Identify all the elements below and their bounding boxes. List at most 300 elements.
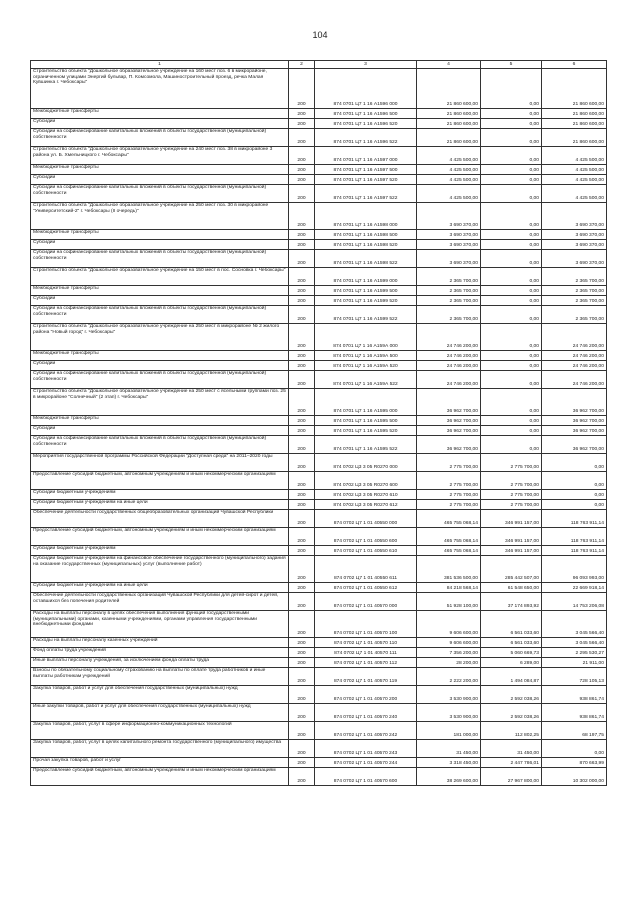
table-row <box>31 668 607 686</box>
item-name: Субсидии бюджетным учреждениям <box>31 546 289 556</box>
table-row <box>31 175 607 185</box>
item-name: Субсидии бюджетным учреждениям <box>31 490 289 500</box>
classification-code: 874 0702 Ц7 1 01 40550 000 <box>315 510 417 528</box>
row-code: 200 <box>289 611 315 638</box>
classification-code: 874 0701 Ц7 1 16 А1598 520 <box>315 240 417 250</box>
classification-code: 874 0702 Ц7 1 01 40570 240 <box>315 704 417 722</box>
row-code: 200 <box>289 69 315 109</box>
classification-code: 874 0702 Ц7 1 01 40570 110 <box>315 638 417 648</box>
classification-code: 874 0701 Ц7 1 16 А1595 000 <box>315 389 417 416</box>
table-row <box>31 69 607 109</box>
amount-total: 181 000,00 <box>417 722 481 740</box>
amount-column-5: 0,00 <box>481 129 542 147</box>
row-code: 200 <box>289 389 315 416</box>
classification-code: 874 0701 Ц7 1 16 А1599 520 <box>315 296 417 306</box>
amount-column-6: 21 860 600,00 <box>542 129 607 147</box>
amount-column-6: 24 746 200,00 <box>542 361 607 371</box>
row-code: 200 <box>289 740 315 758</box>
amount-column-5: 6 561 033,60 <box>481 611 542 638</box>
classification-code: 874 0702 Ц7 1 01 40550 611 <box>315 556 417 583</box>
row-code: 200 <box>289 129 315 147</box>
item-name: Строительство объекта "Дошкольное образовательное учреждение на 250 мест с ясельными группами поз. 25 в микрорайоне "Солнечный" (2 этап) г. Чебоксары" <box>31 389 289 416</box>
amount-column-5: 2 775 700,00 <box>481 472 542 490</box>
classification-code: 874 0701 Ц7 1 16 А1596 522 <box>315 129 417 147</box>
item-name: Обеспечение деятельности государственных общеобразовательных организаций Чувашской Республики <box>31 510 289 528</box>
item-name: Субсидии на софинансирование капитальных вложений в объекты государственной (муниципальной) собственности <box>31 436 289 454</box>
amount-column-6: 0,00 <box>542 472 607 490</box>
item-name: Строительство объекта "Дошкольное образовательное учреждение на 250 мест поз. 30 в микрорайоне "Университетский-2" г. Чебоксары (II очередь)" <box>31 203 289 230</box>
row-code: 200 <box>289 296 315 306</box>
amount-column-5: 0,00 <box>481 416 542 426</box>
row-code: 200 <box>289 472 315 490</box>
classification-code: 874 0702 Ц7 1 01 40570 100 <box>315 611 417 638</box>
amount-total: 4 425 500,00 <box>417 165 481 175</box>
table-row <box>31 611 607 638</box>
budget-table <box>30 60 607 786</box>
amount-total: 465 755 068,14 <box>417 546 481 556</box>
classification-code: 874 0702 Ц7 1 01 40570 243 <box>315 740 417 758</box>
amount-total: 2 775 700,00 <box>417 500 481 510</box>
amount-total: 24 746 200,00 <box>417 361 481 371</box>
amount-column-5: 2 775 700,00 <box>481 500 542 510</box>
amount-column-5: 37 174 893,92 <box>481 593 542 611</box>
table-row <box>31 658 607 668</box>
item-name: Межбюджетные трансферты <box>31 416 289 426</box>
table-row <box>31 510 607 528</box>
amount-column-5: 27 967 800,00 <box>481 768 542 786</box>
amount-column-5: 346 991 157,00 <box>481 546 542 556</box>
amount-total: 2 775 700,00 <box>417 454 481 472</box>
row-code: 200 <box>289 109 315 119</box>
row-code: 200 <box>289 648 315 658</box>
item-name: Предоставление субсидий бюджетным, автономным учреждениям и иным некоммерческим организациям <box>31 768 289 786</box>
amount-column-6: 3 690 370,00 <box>542 230 607 240</box>
item-name: Расходы на выплаты персоналу в целях обеспечения выполнения функций государственными (муниципальными) органами, казенными учреждениями, органами управления государственными внебюджетными фондами <box>31 611 289 638</box>
amount-total: 3 690 370,00 <box>417 230 481 240</box>
amount-column-6: 0,00 <box>542 490 607 500</box>
row-code: 200 <box>289 436 315 454</box>
amount-total: 21 860 600,00 <box>417 109 481 119</box>
amount-column-6: 36 962 700,00 <box>542 389 607 416</box>
classification-code: 874 0701 Ц7 1 16 А1598 522 <box>315 250 417 268</box>
classification-code: 874 0701 Ц7 1 16 А1596 520 <box>315 119 417 129</box>
column-header: 1 <box>31 61 289 69</box>
table-row <box>31 436 607 454</box>
amount-column-5: 0,00 <box>481 165 542 175</box>
row-code: 200 <box>289 658 315 668</box>
amount-total: 36 962 700,00 <box>417 426 481 436</box>
item-name: Обеспечение деятельности государственных организаций Чувашской Республики для детей-сирот и детей, оставшихся без попечения родителей <box>31 593 289 611</box>
classification-code: 874 0702 Ц7 1 01 40570 119 <box>315 668 417 686</box>
table-row <box>31 240 607 250</box>
item-name: Предоставление субсидий бюджетным, автономным учреждениям и иным некоммерческим организациям <box>31 472 289 490</box>
table-row <box>31 454 607 472</box>
table-row <box>31 500 607 510</box>
classification-code: 874 0701 Ц7 1 16 А1597 520 <box>315 175 417 185</box>
item-name: Строительство объекта "Дошкольное образовательное учреждение на 160 мест поз. 6 в микрорайоне, ограниченном улицами Энергий бульвар, П. Комсомола, Машиностроительный проезд, речка Малая Кувшинка г. Чебоксары" <box>31 69 289 109</box>
classification-code: 874 0702 Ц7 1 01 40570 200 <box>315 686 417 704</box>
amount-total: 38 269 600,00 <box>417 768 481 786</box>
item-name: Иные закупки товаров, работ и услуг для обеспечения государственных (муниципальных) нужд <box>31 704 289 722</box>
amount-column-5: 285 442 507,00 <box>481 556 542 583</box>
amount-total: 21 860 600,00 <box>417 129 481 147</box>
item-name: Субсидии бюджетным учреждениям на иные цели <box>31 500 289 510</box>
amount-column-6: 24 746 200,00 <box>542 351 607 361</box>
amount-column-5: 112 802,25 <box>481 722 542 740</box>
amount-column-6: 22 669 918,14 <box>542 583 607 593</box>
item-name: Субсидии на софинансирование капитальных вложений в объекты государственной (муниципальной) собственности <box>31 185 289 203</box>
classification-code: 874 0701 Ц7 1 16 А1597 522 <box>315 185 417 203</box>
column-header: 4 <box>417 61 481 69</box>
amount-total: 3 530 900,00 <box>417 686 481 704</box>
classification-code: 874 0702 Ц7 1 01 40570 242 <box>315 722 417 740</box>
amount-column-5: 0,00 <box>481 250 542 268</box>
row-code: 200 <box>289 546 315 556</box>
table-row <box>31 109 607 119</box>
table-row <box>31 638 607 648</box>
amount-column-5: 0,00 <box>481 203 542 230</box>
item-name: Субсидии <box>31 240 289 250</box>
amount-column-6: 2 365 700,00 <box>542 286 607 296</box>
classification-code: 874 0702 Ц7 1 01 40570 244 <box>315 758 417 768</box>
amount-total: 4 425 500,00 <box>417 175 481 185</box>
table-row <box>31 324 607 351</box>
amount-total: 7 356 200,00 <box>417 648 481 658</box>
table-row <box>31 286 607 296</box>
page-number: 104 <box>312 30 328 40</box>
row-code: 200 <box>289 371 315 389</box>
item-name: Субсидии бюджетным учреждениям на финансовое обеспечение государственного (муниципального) задания на оказание государственных (муниципальных) услуг (выполнение работ) <box>31 556 289 583</box>
classification-code: 874 0702 Ц7 1 01 40570 600 <box>315 768 417 786</box>
amount-total: 2 775 700,00 <box>417 490 481 500</box>
classification-code: 874 0702 Ц7 1 01 40570 111 <box>315 648 417 658</box>
table-row <box>31 185 607 203</box>
classification-code: 874 0702 Ц3 3 05 R0270 000 <box>315 454 417 472</box>
item-name: Субсидии на софинансирование капитальных вложений в объекты государственной (муниципальной) собственности <box>31 129 289 147</box>
amount-column-6: 21 860 600,00 <box>542 109 607 119</box>
table-row <box>31 648 607 658</box>
item-name: Субсидии <box>31 361 289 371</box>
row-code: 200 <box>289 510 315 528</box>
item-name: Закупка товаров, работ, услуг в целях капитального ремонта государственного (муниципального) имущества <box>31 740 289 758</box>
amount-column-6: 36 962 700,00 <box>542 426 607 436</box>
amount-column-6: 870 663,99 <box>542 758 607 768</box>
amount-column-5: 5 060 669,73 <box>481 648 542 658</box>
classification-code: 874 0701 Ц7 1 16 А159А 000 <box>315 324 417 351</box>
amount-total: 4 425 500,00 <box>417 147 481 165</box>
amount-column-6: 2 365 700,00 <box>542 296 607 306</box>
table-row <box>31 351 607 361</box>
amount-column-5: 61 548 650,00 <box>481 583 542 593</box>
row-code: 200 <box>289 203 315 230</box>
amount-column-5: 346 991 157,00 <box>481 528 542 546</box>
item-name: Иные выплаты персоналу учреждений, за исключением фонда оплаты труда <box>31 658 289 668</box>
amount-column-6: 2 365 700,00 <box>542 306 607 324</box>
item-name: Субсидии на софинансирование капитальных вложений в объекты государственной (муниципальной) собственности <box>31 250 289 268</box>
classification-code: 874 0701 Ц7 1 16 А1595 522 <box>315 436 417 454</box>
item-name: Межбюджетные трансферты <box>31 351 289 361</box>
amount-total: 2 365 700,00 <box>417 286 481 296</box>
classification-code: 874 0702 Ц7 1 01 40550 610 <box>315 546 417 556</box>
item-name: Субсидии бюджетным учреждениям на иные цели <box>31 583 289 593</box>
row-code: 200 <box>289 758 315 768</box>
table-row <box>31 740 607 758</box>
classification-code: 874 0701 Ц7 1 16 А159А 522 <box>315 371 417 389</box>
amount-column-5: 0,00 <box>481 389 542 416</box>
table-row <box>31 490 607 500</box>
amount-column-6: 4 425 500,00 <box>542 185 607 203</box>
row-code: 200 <box>289 593 315 611</box>
column-header: 2 <box>289 61 315 69</box>
amount-column-6: 0,00 <box>542 500 607 510</box>
amount-column-5: 31 450,00 <box>481 740 542 758</box>
amount-column-6: 36 962 700,00 <box>542 416 607 426</box>
row-code: 200 <box>289 119 315 129</box>
classification-code: 874 0701 Ц7 1 16 А1599 000 <box>315 268 417 286</box>
table-row <box>31 147 607 165</box>
item-name: Межбюджетные трансферты <box>31 109 289 119</box>
classification-code: 874 0702 Ц3 3 05 R0270 610 <box>315 490 417 500</box>
amount-total: 2 222 200,00 <box>417 668 481 686</box>
amount-column-5: 0,00 <box>481 286 542 296</box>
classification-code: 874 0701 Ц7 1 16 А1597 500 <box>315 165 417 175</box>
amount-column-5: 0,00 <box>481 109 542 119</box>
table-row <box>31 704 607 722</box>
item-name: Субсидии <box>31 296 289 306</box>
amount-column-5: 0,00 <box>481 296 542 306</box>
amount-column-6: 0,00 <box>542 740 607 758</box>
row-code: 200 <box>289 250 315 268</box>
amount-column-5: 2 592 038,26 <box>481 686 542 704</box>
classification-code: 874 0701 Ц7 1 16 А1598 500 <box>315 230 417 240</box>
classification-code: 874 0702 Ц3 3 05 R0270 612 <box>315 500 417 510</box>
amount-column-5: 2 447 786,01 <box>481 758 542 768</box>
classification-code: 874 0701 Ц7 1 16 А1599 500 <box>315 286 417 296</box>
amount-total: 9 606 600,00 <box>417 611 481 638</box>
classification-code: 874 0702 Ц7 1 01 40550 600 <box>315 528 417 546</box>
amount-total: 51 928 100,00 <box>417 593 481 611</box>
table-row <box>31 250 607 268</box>
amount-column-6: 3 690 370,00 <box>542 250 607 268</box>
row-code: 200 <box>289 165 315 175</box>
row-code: 200 <box>289 454 315 472</box>
amount-column-5: 2 775 700,00 <box>481 490 542 500</box>
row-code: 200 <box>289 306 315 324</box>
row-code: 200 <box>289 351 315 361</box>
amount-total: 2 775 700,00 <box>417 472 481 490</box>
table-header-row <box>31 61 607 69</box>
table-body <box>31 69 607 786</box>
row-code: 200 <box>289 240 315 250</box>
amount-column-5: 0,00 <box>481 324 542 351</box>
row-code: 200 <box>289 500 315 510</box>
table-row <box>31 416 607 426</box>
amount-column-6: 4 425 500,00 <box>542 165 607 175</box>
item-name: Мероприятия государственной программы Российской Федерации "Доступная среда" на 2011–2020 годы <box>31 454 289 472</box>
amount-total: 24 746 200,00 <box>417 351 481 361</box>
row-code: 200 <box>289 583 315 593</box>
item-name: Закупка товаров, работ и услуг для обеспечения государственных (муниципальных) нужд <box>31 686 289 704</box>
column-header: 5 <box>481 61 542 69</box>
amount-column-6: 938 861,74 <box>542 686 607 704</box>
classification-code: 874 0702 Ц7 1 01 40550 612 <box>315 583 417 593</box>
item-name: Субсидии на софинансирование капитальных вложений в объекты государственной (муниципальной) собственности <box>31 306 289 324</box>
table-row <box>31 361 607 371</box>
row-code: 200 <box>289 230 315 240</box>
table-row <box>31 306 607 324</box>
row-code: 200 <box>289 286 315 296</box>
amount-column-6: 3 690 370,00 <box>542 240 607 250</box>
item-name: Межбюджетные трансферты <box>31 230 289 240</box>
amount-column-5: 0,00 <box>481 306 542 324</box>
table-row <box>31 230 607 240</box>
amount-column-6: 728 105,13 <box>542 668 607 686</box>
amount-column-6: 3 045 566,40 <box>542 638 607 648</box>
row-code: 200 <box>289 768 315 786</box>
classification-code: 874 0701 Ц7 1 16 А1597 000 <box>315 147 417 165</box>
amount-column-5: 0,00 <box>481 371 542 389</box>
table-row <box>31 556 607 583</box>
amount-column-5: 0,00 <box>481 69 542 109</box>
amount-column-6: 14 753 206,08 <box>542 593 607 611</box>
amount-total: 36 962 700,00 <box>417 416 481 426</box>
table-row <box>31 165 607 175</box>
row-code: 200 <box>289 185 315 203</box>
classification-code: 874 0701 Ц7 1 16 А159А 520 <box>315 361 417 371</box>
column-header: 3 <box>315 61 417 69</box>
row-code: 200 <box>289 490 315 500</box>
amount-column-5: 2 775 700,00 <box>481 454 542 472</box>
amount-total: 36 962 700,00 <box>417 389 481 416</box>
row-code: 200 <box>289 416 315 426</box>
amount-column-6: 10 302 000,00 <box>542 768 607 786</box>
row-code: 200 <box>289 704 315 722</box>
amount-column-5: 346 991 157,00 <box>481 510 542 528</box>
item-name: Предоставление субсидий бюджетным, автономным учреждениям и иным некоммерческим организациям <box>31 528 289 546</box>
amount-total: 24 746 200,00 <box>417 371 481 389</box>
amount-column-6: 96 093 993,00 <box>542 556 607 583</box>
table-row <box>31 546 607 556</box>
item-name: Субсидии <box>31 426 289 436</box>
amount-column-6: 36 962 700,00 <box>542 436 607 454</box>
table-row <box>31 583 607 593</box>
row-code: 200 <box>289 268 315 286</box>
item-name: Субсидии <box>31 175 289 185</box>
amount-column-6: 24 746 200,00 <box>542 371 607 389</box>
amount-column-5: 2 592 038,26 <box>481 704 542 722</box>
amount-column-6: 938 861,74 <box>542 704 607 722</box>
item-name: Строительство объекта "Дошкольное образовательное учреждение на 250 мест в микрорайоне № 2 жилого района "Новый город" г. Чебоксары" <box>31 324 289 351</box>
classification-code: 874 0701 Ц7 1 16 А1598 000 <box>315 203 417 230</box>
item-name: Субсидии <box>31 119 289 129</box>
amount-column-5: 0,00 <box>481 175 542 185</box>
table-row <box>31 426 607 436</box>
row-code: 200 <box>289 426 315 436</box>
table-row <box>31 371 607 389</box>
amount-total: 31 450,00 <box>417 740 481 758</box>
row-code: 200 <box>289 361 315 371</box>
row-code: 200 <box>289 638 315 648</box>
amount-total: 381 536 500,00 <box>417 556 481 583</box>
amount-total: 21 860 600,00 <box>417 119 481 129</box>
item-name: Расходы на выплаты персоналу казенных учреждений <box>31 638 289 648</box>
amount-column-5: 0,00 <box>481 240 542 250</box>
amount-column-5: 0,00 <box>481 230 542 240</box>
table-row <box>31 768 607 786</box>
item-name: Строительство объекта "Дошкольное образовательное учреждение на 240 мест поз. 38 в микрорайоне 3 района ул. Б. Хмельницкого г. Чебоксары" <box>31 147 289 165</box>
amount-column-6: 3 690 370,00 <box>542 203 607 230</box>
amount-column-5: 0,00 <box>481 351 542 361</box>
classification-code: 874 0702 Ц7 1 01 40570 112 <box>315 658 417 668</box>
row-code: 200 <box>289 722 315 740</box>
amount-total: 24 746 200,00 <box>417 324 481 351</box>
classification-code: 874 0702 Ц7 1 01 40570 000 <box>315 593 417 611</box>
row-code: 200 <box>289 686 315 704</box>
amount-total: 3 318 450,00 <box>417 758 481 768</box>
classification-code: 874 0701 Ц7 1 16 А1595 500 <box>315 416 417 426</box>
amount-column-5: 0,00 <box>481 361 542 371</box>
classification-code: 874 0701 Ц7 1 16 А1596 500 <box>315 109 417 119</box>
table-row <box>31 119 607 129</box>
amount-column-6: 3 045 566,40 <box>542 611 607 638</box>
table-row <box>31 129 607 147</box>
amount-column-6: 0,00 <box>542 454 607 472</box>
row-code: 200 <box>289 668 315 686</box>
classification-code: 874 0701 Ц7 1 16 А1599 522 <box>315 306 417 324</box>
table-row <box>31 528 607 546</box>
table-row <box>31 389 607 416</box>
table-row <box>31 472 607 490</box>
amount-column-5: 0,00 <box>481 185 542 203</box>
amount-total: 2 365 700,00 <box>417 296 481 306</box>
classification-code: 874 0701 Ц7 1 16 А1595 520 <box>315 426 417 436</box>
amount-column-6: 118 763 911,14 <box>542 528 607 546</box>
amount-column-5: 0,00 <box>481 147 542 165</box>
amount-column-5: 0,00 <box>481 426 542 436</box>
amount-column-6: 21 911,00 <box>542 658 607 668</box>
item-name: Межбюджетные трансферты <box>31 286 289 296</box>
table-row <box>31 722 607 740</box>
item-name: Прочая закупка товаров, работ и услуг <box>31 758 289 768</box>
amount-column-6: 68 197,75 <box>542 722 607 740</box>
item-name: Взносы по обязательному социальному страхованию на выплаты по оплате труда работников и иные выплаты работникам учреждений <box>31 668 289 686</box>
amount-column-6: 4 425 500,00 <box>542 147 607 165</box>
table-row <box>31 268 607 286</box>
amount-total: 9 606 600,00 <box>417 638 481 648</box>
classification-code: 874 0702 Ц3 3 05 R0270 600 <box>315 472 417 490</box>
amount-column-5: 6 561 033,60 <box>481 638 542 648</box>
amount-column-6: 21 860 600,00 <box>542 119 607 129</box>
amount-column-6: 118 763 911,14 <box>542 546 607 556</box>
amount-column-6: 2 295 530,27 <box>542 648 607 658</box>
amount-total: 28 200,00 <box>417 658 481 668</box>
item-name: Фонд оплаты труда учреждений <box>31 648 289 658</box>
row-code: 200 <box>289 147 315 165</box>
table-row <box>31 203 607 230</box>
amount-column-5: 1 494 084,87 <box>481 668 542 686</box>
amount-total: 36 962 700,00 <box>417 436 481 454</box>
amount-column-5: 0,00 <box>481 268 542 286</box>
amount-total: 2 365 700,00 <box>417 268 481 286</box>
table-row <box>31 758 607 768</box>
amount-column-5: 0,00 <box>481 119 542 129</box>
item-name: Строительство объекта "Дошкольное образовательное учреждение на 150 мест в пос. Сосновка г. Чебоксары" <box>31 268 289 286</box>
amount-column-5: 6 289,00 <box>481 658 542 668</box>
amount-total: 3 530 900,00 <box>417 704 481 722</box>
item-name: Закупка товаров, работ, услуг в сфере информационно-коммуникационных технологий <box>31 722 289 740</box>
amount-total: 3 690 370,00 <box>417 250 481 268</box>
row-code: 200 <box>289 324 315 351</box>
